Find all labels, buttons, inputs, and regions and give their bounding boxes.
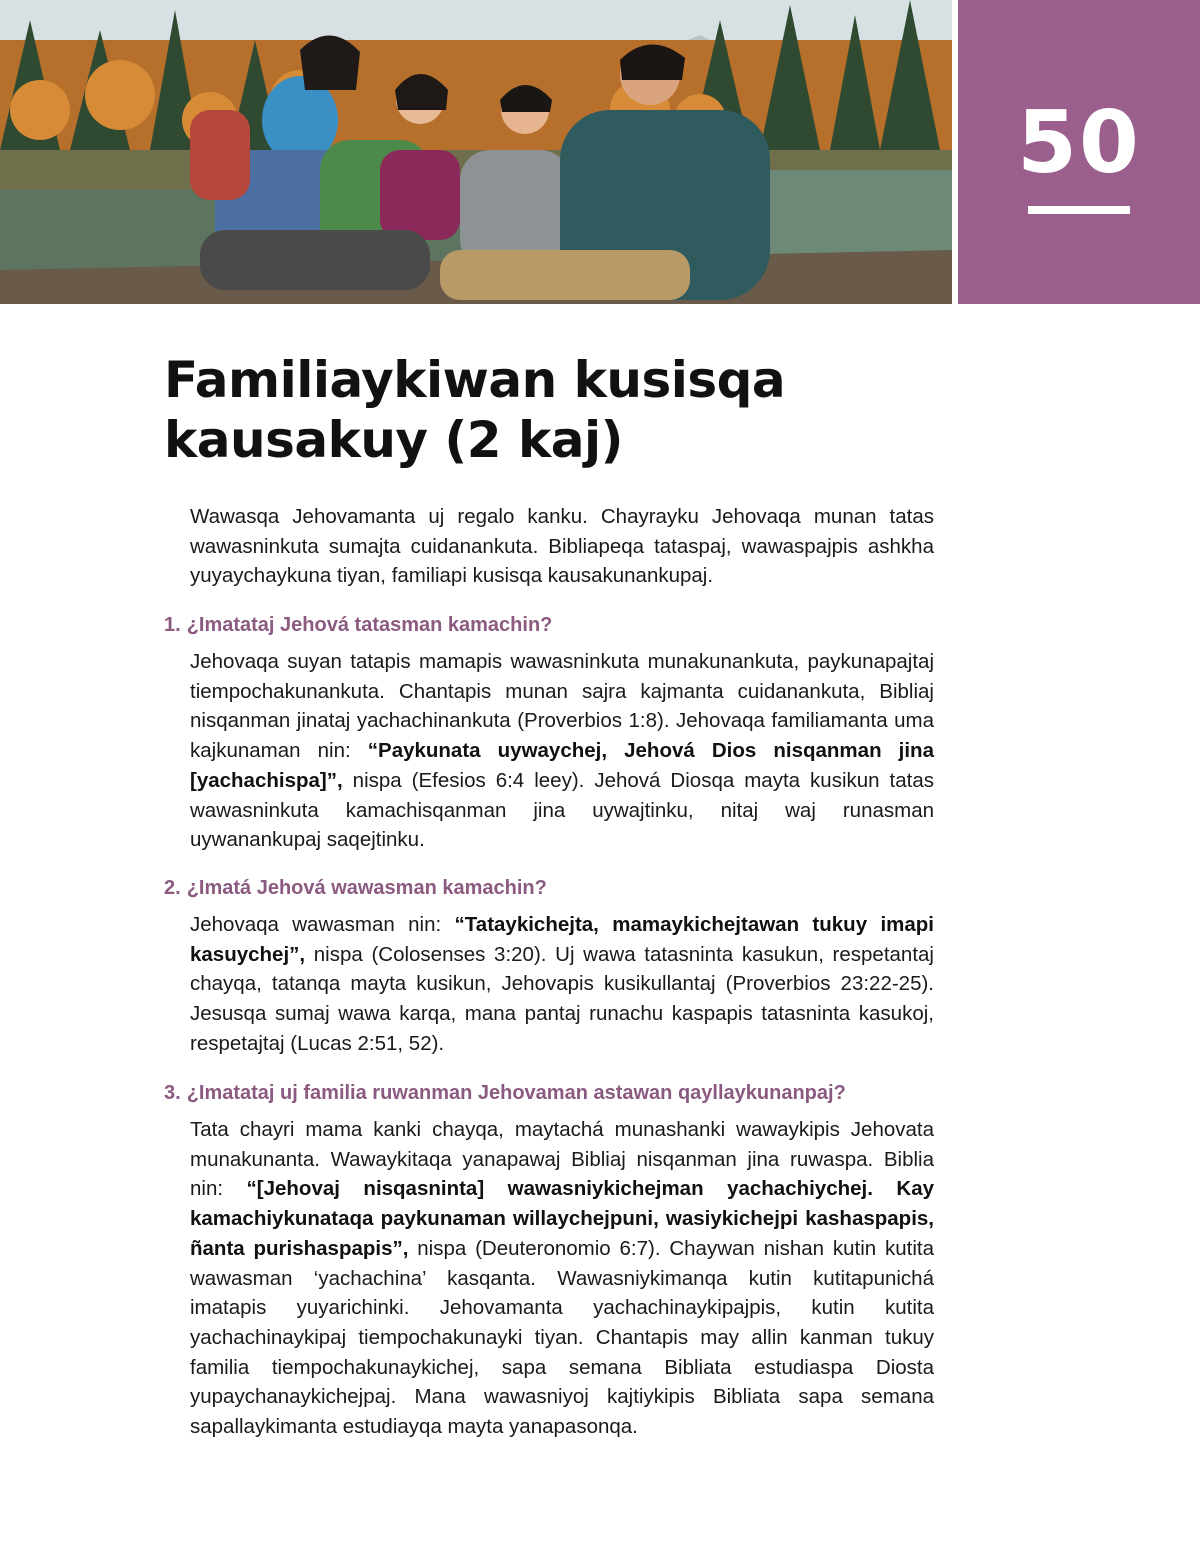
question-number: 1. bbox=[164, 614, 181, 636]
scripture-quote: “[Jehovaj nisqasninta] wawasniykichejman yachachiychej. Kay kamachiykunataqa paykunaman willaychejpuni, wasiykichejpi kashaspapis, ñanta purishaspapis”, bbox=[190, 1177, 934, 1260]
question-text: ¿Imatataj uj familia ruwanman Jehovaman astawan qayllaykunanpaj? bbox=[186, 1082, 846, 1104]
page-title-line-2: kausakuy (2 kaj) bbox=[164, 411, 623, 469]
question-number: 3. bbox=[164, 1082, 181, 1104]
answer-3-paragraph bbox=[190, 1115, 934, 1442]
answer-text: nispa (Deuteronomio 6:7). Chaywan nishan kutin kutita wawasman ‘yachachina’ kasqanta. Wawasniykimanqa kutin kutitapunichá imatapis yuyarichinki. Jehovamanta yachachinaykipajpis, kutin kutita yachachinaykipaj tiempochakunayki tiyan. Chantapis may allin kanman tukuy familia tiempochakunaykichej, sapa semana Bibliata estudiaspa Diosta yupaychanaykichejpaj. Mana wawasniyoj kajtiykipis Bibliata sapa semana sapallaykimanta estudiayqa mayta yanapasonqa. bbox=[190, 1236, 934, 1439]
answer-text: nispa (Colosenses 3:20). Uj wawa tatasninta kasukun, respetantaj chayqa, tatanqa mayta kusikun, Jehovapis kusikullantaj (Proverbios 23:22-25). Jesusqa sumaj wawa karqa, mana pantaj runachu kaspapis tatasninta kasukoj, respetajtaj (Lucas 2:51, 52). bbox=[190, 942, 934, 1055]
page-title-line-1: Familiaykiwan kusisqa bbox=[164, 351, 786, 409]
scripture-quote: “Paykunata uywaychej, Jehová Dios nisqanman jina [yachachispa]”, bbox=[190, 739, 934, 792]
intro-paragraph: Wawasqa Jehovamanta uj regalo kanku. Chayrayku Jehovaqa munan tatas wawasninkuta sumajta cuidanankuta. Bibliapeqa tataspaj, wawaspajpis ashkha yuyaychaykuna tiyan, familiapi kusisqa kausakunankupaj. bbox=[190, 505, 934, 588]
question-number: 2. bbox=[164, 877, 181, 899]
question-text: ¿Imatá Jehová wawasman kamachin? bbox=[186, 877, 547, 899]
question-1-heading bbox=[164, 611, 944, 639]
question-3-heading bbox=[164, 1079, 944, 1107]
answer-text: Jehovaqa suyan tatapis mamapis wawasninkuta munakunankuta, paykunapajtaj tiempochakunankuta. Chantapis munan sajra kajmanta cuidanankuta, Bibliaj nisqanman jinataj yachachinankuta (Proverbios 1:8). Jehovaqa familiamanta uma kajkunaman nin: bbox=[190, 650, 934, 763]
lesson-number-box bbox=[958, 0, 1200, 304]
hero-illustration bbox=[0, 0, 952, 304]
answer-text: Jehovaqa wawasman nin: bbox=[190, 913, 455, 936]
answer-text: Tata chayri mama kanki chayqa, maytachá munashanki wawaykipis Jehovata munakunanta. Wawaykitaqa yanapawaj Bibliaj nisqanman jina ruwaspa. Biblia nin: bbox=[190, 1118, 934, 1201]
question-2-heading bbox=[164, 874, 944, 902]
lesson-number: 50 bbox=[1017, 93, 1141, 193]
scripture-quote: “Tataykichejta, mamaykichejtawan tukuy imapi kasuychej”, bbox=[190, 913, 934, 966]
question-text: ¿Imatataj Jehová tatasman kamachin? bbox=[186, 614, 553, 636]
answer-text: nispa (Efesios 6:4 leey). Jehová Diosqa mayta kusikun tatas wawasninkuta kamachisqanman jina uywajtinku, nitaj waj runasman uywanankupaj saqejtinku. bbox=[190, 768, 934, 852]
lesson-number-underline bbox=[1028, 206, 1130, 214]
page-title bbox=[164, 350, 864, 470]
answer-2-paragraph bbox=[190, 910, 934, 1059]
answer-1-paragraph bbox=[190, 647, 934, 855]
hero-photo bbox=[0, 0, 952, 304]
